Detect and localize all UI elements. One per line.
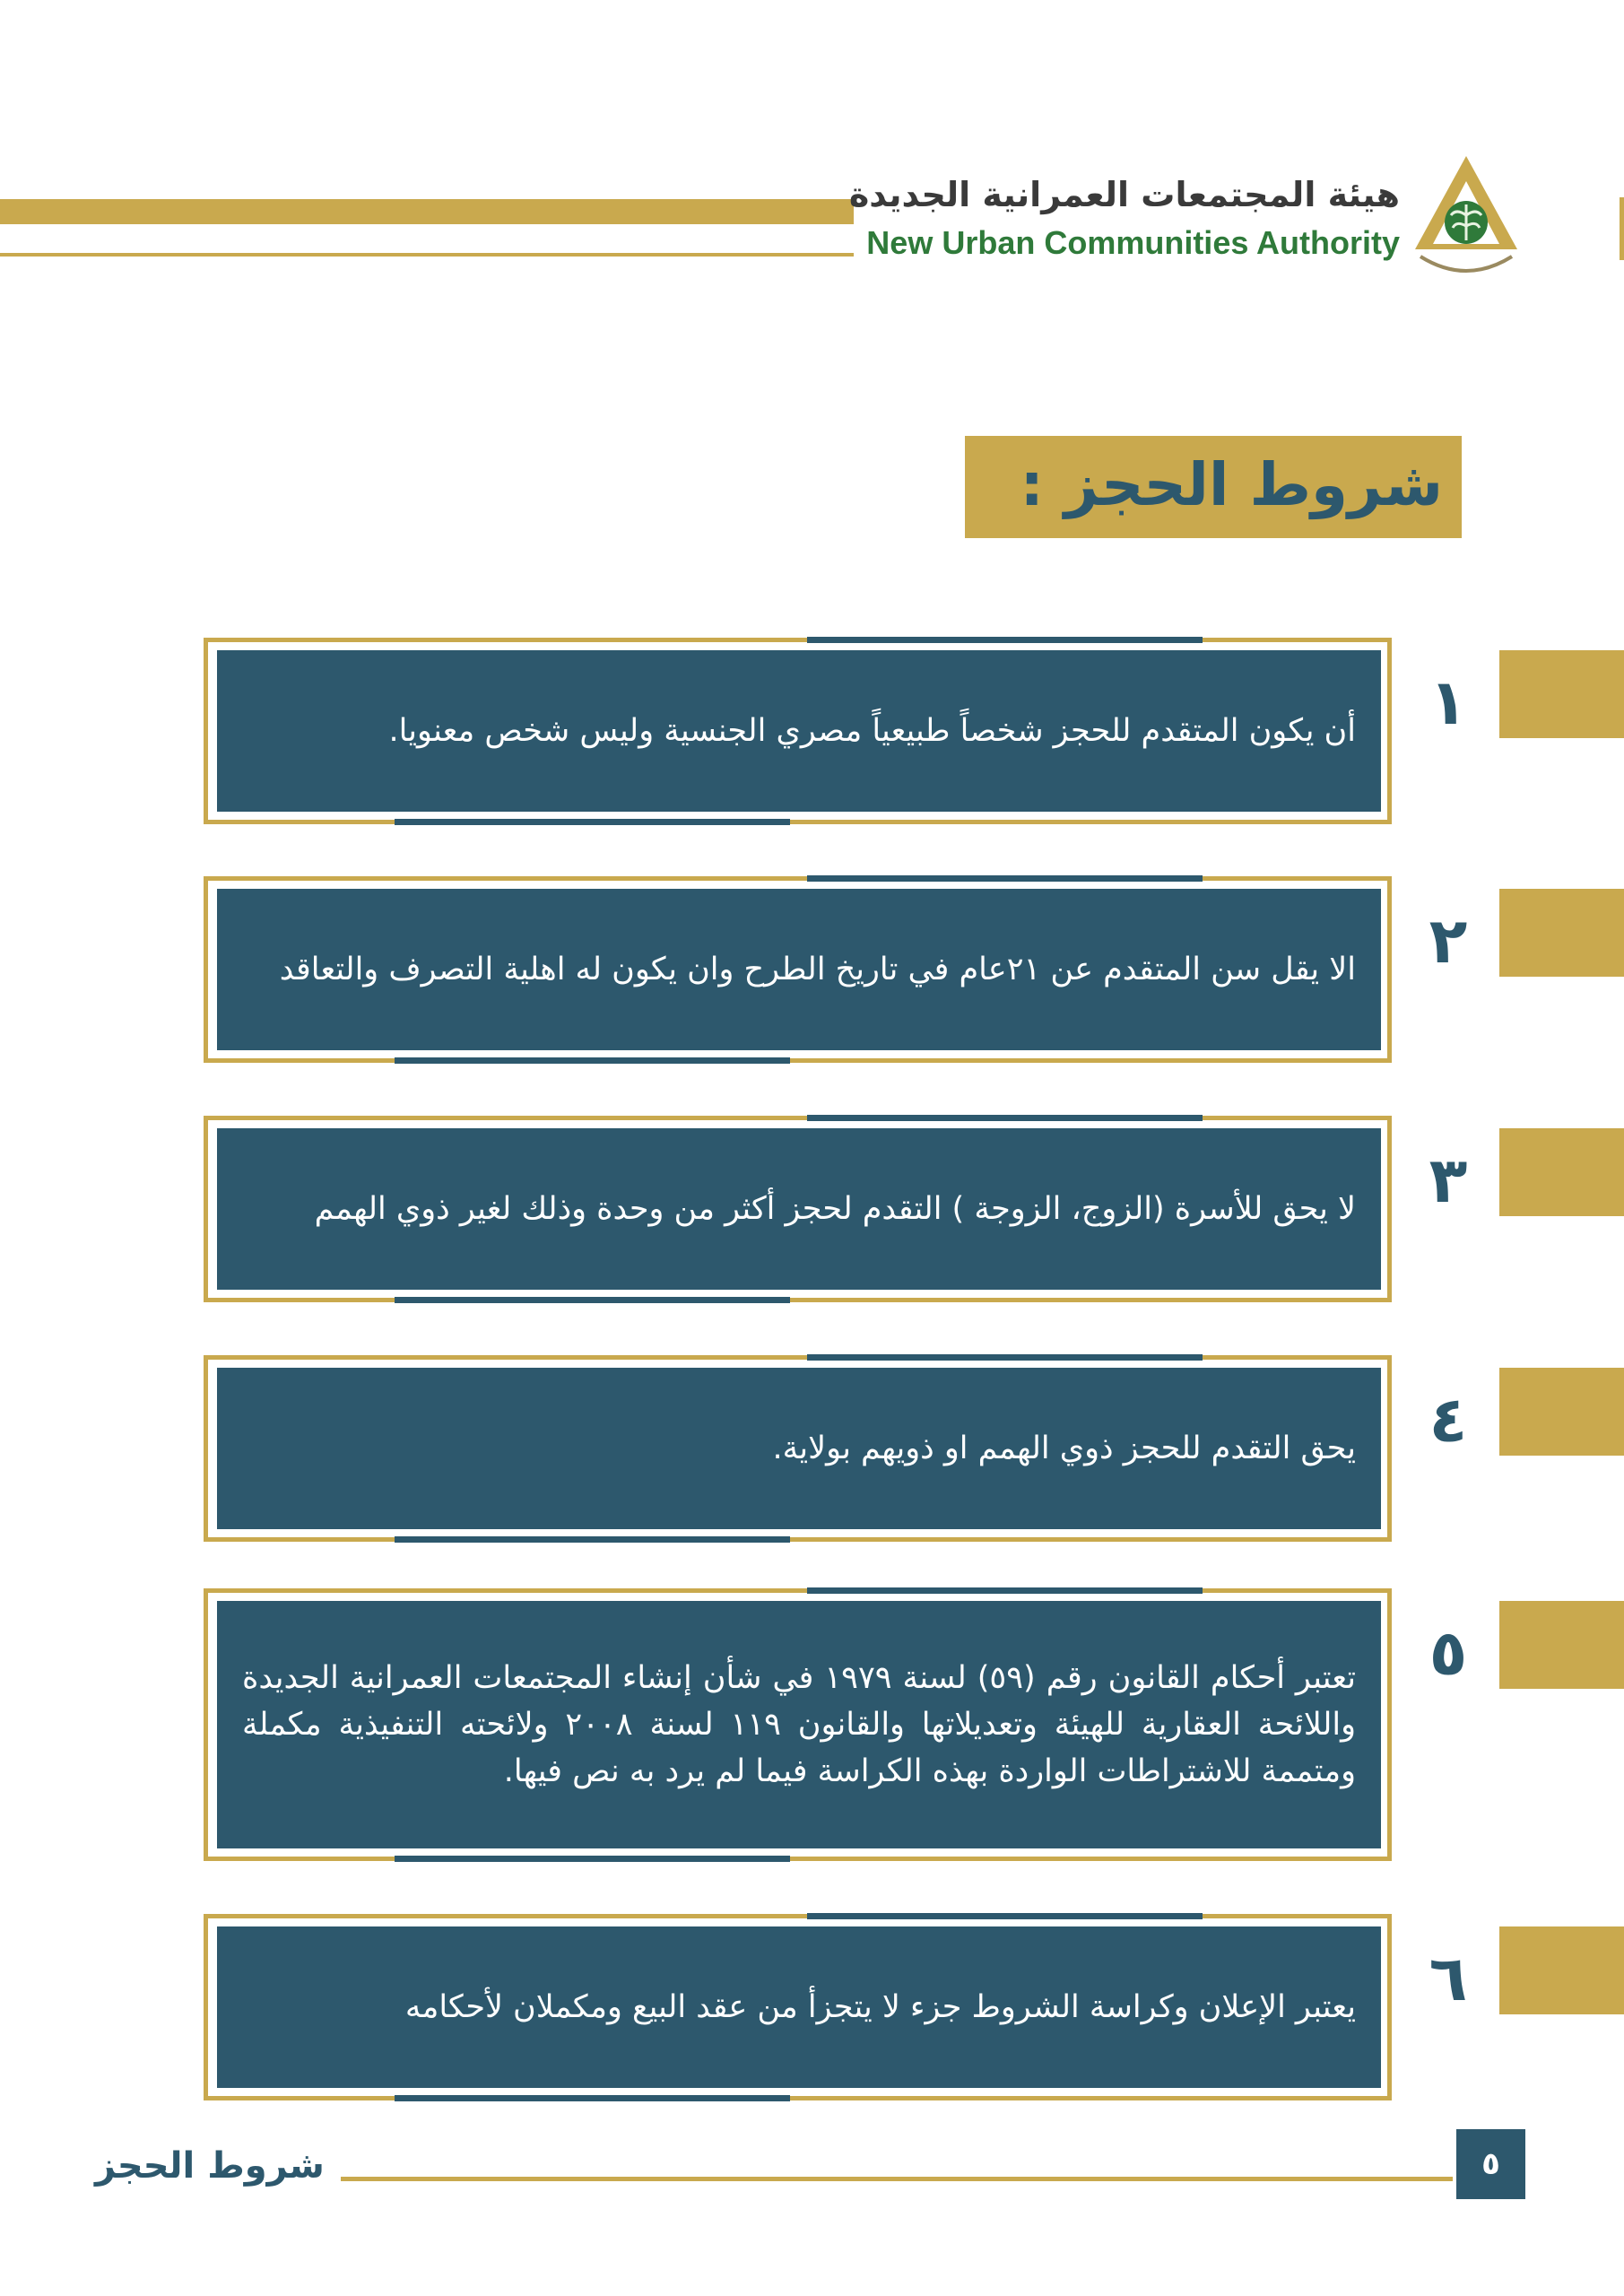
condition-card-4	[217, 1368, 1381, 1529]
card-1-bottom-accent	[395, 819, 790, 825]
condition-4-number: ٤	[1429, 1383, 1468, 1457]
condition-card-1	[217, 650, 1381, 812]
condition-5-text: تعتبر أحكام القانون رقم (٥٩) لسنة ١٩٧٩ في شأن إنشاء المجتمعات العمرانية الجديدة واللائحة العقارية للهيئة وتعديلاتها والقانون ١١٩ لسنة ٢٠٠٨ ولائحته التنفيذية مكملة ومتممة للاشتراطات الواردة بهذه الكراسة فيما لم يرد به نص فيها.	[242, 1660, 1357, 1789]
condition-2-side-tab	[1499, 889, 1624, 977]
condition-5-number: ٥	[1429, 1616, 1468, 1690]
condition-card-5	[217, 1601, 1381, 1848]
card-2-bottom-accent	[395, 1057, 790, 1064]
card-6-bottom-accent	[395, 2095, 790, 2101]
condition-6-number: ٦	[1429, 1942, 1468, 2015]
org-name-arabic: هيئة المجتمعات العمرانية الجديدة	[848, 175, 1400, 214]
header-gold-line	[0, 253, 854, 257]
footer-section-label: شروط الحجز	[95, 2145, 325, 2187]
card-5-top-accent	[807, 1587, 1203, 1594]
condition-4-text: يحق التقدم للحجز ذوي الهمم او ذويهم بولاية.	[772, 1431, 1356, 1466]
right-edge-gold-mark	[1620, 197, 1624, 260]
condition-2-text: الا يقل سن المتقدم عن ٢١عام في تاريخ الطرح وان يكون له اهلية التصرف والتعاقد	[279, 952, 1356, 987]
condition-3-number: ٣	[1429, 1144, 1468, 1217]
condition-6-text: يعتبر الإعلان وكراسة الشروط جزء لا يتجزأ من عقد البيع ومكملان لأحكامه	[404, 1989, 1356, 2025]
condition-card-6	[217, 1926, 1381, 2088]
card-5-bottom-accent	[395, 1856, 790, 1862]
header-gold-bar	[0, 199, 854, 224]
card-6-top-accent	[807, 1913, 1203, 1919]
card-1-top-accent	[807, 637, 1203, 643]
card-2-top-accent	[807, 875, 1203, 882]
condition-6-side-tab	[1499, 1926, 1624, 2014]
card-3-bottom-accent	[395, 1297, 790, 1303]
section-title: شروط الحجز :	[1020, 450, 1443, 519]
condition-1-side-tab	[1499, 650, 1624, 738]
condition-card-3	[217, 1128, 1381, 1290]
condition-1-number: ١	[1429, 665, 1468, 739]
condition-3-text: لا يحق للأسرة (الزوج، الزوجة ) التقدم لحجز أكثر من وحدة وذلك لغير ذوي الهمم	[314, 1191, 1356, 1227]
card-4-bottom-accent	[395, 1536, 790, 1543]
condition-3-side-tab	[1499, 1128, 1624, 1216]
nuca-logo-icon	[1408, 151, 1524, 285]
page-number-badge: ٥	[1456, 2129, 1525, 2199]
card-3-top-accent	[807, 1115, 1203, 1121]
org-name-english: New Urban Communities Authority	[866, 224, 1400, 261]
footer-gold-line	[341, 2177, 1453, 2181]
condition-1-text: أن يكون المتقدم للحجز شخصاً طبيعياً مصري الجنسية وليس شخص معنويا.	[388, 713, 1356, 749]
condition-2-number: ٢	[1429, 904, 1468, 978]
condition-5-side-tab	[1499, 1601, 1624, 1689]
condition-card-2	[217, 889, 1381, 1050]
condition-4-side-tab	[1499, 1368, 1624, 1456]
card-4-top-accent	[807, 1354, 1203, 1361]
